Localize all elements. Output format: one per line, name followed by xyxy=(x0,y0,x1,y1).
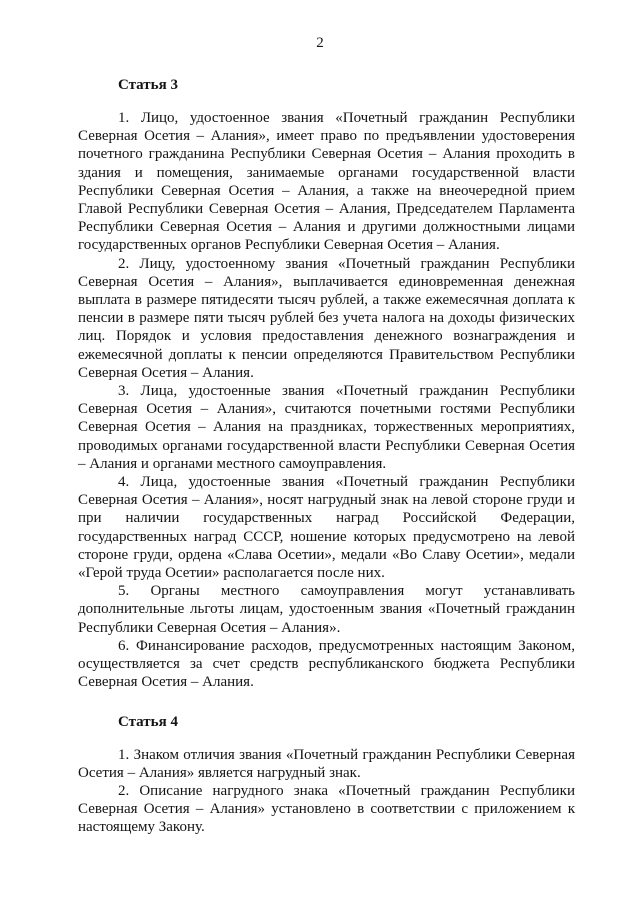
article-4-paragraph-1: 1. Знаком отличия звания «Почетный гражданин Республики Северная Осетия – Алания» является нагрудный знак. xyxy=(78,746,575,781)
page-number: 2 xyxy=(316,35,324,51)
article-3-paragraph-3: 3. Лица, удостоенные звания «Почетный гражданин Республики Северная Осетия – Алания», считаются почетными гостями Республики Северная Осетия – Алания на праздниках, торжественных мероприятиях, проводимых органами государственной власти Республики Северная Осетия – Алания и органами местного самоуправления. xyxy=(78,383,575,472)
document-body xyxy=(78,75,575,837)
article-3-paragraph-1: 1. Лицо, удостоенное звания «Почетный гражданин Республики Северная Осетия – Алания», имеет право по предъявлении удостоверения почетного гражданина Республики Северная Осетия – Алания проходить в здания и помещения, занимаемые органами государственной власти Республики Северная Осетия – Алания, а также на внеочередной прием Главой Республики Северная Осетия – Алания, Председателем Парламента Республики Северная Осетия – Алания и другими должностными лицами государственных органов Республики Северная Осетия – Алания. xyxy=(78,110,575,254)
article-3-paragraph-5: 5. Органы местного самоуправления могут устанавливать дополнительные льготы лицам, удостоенным звания «Почетный гражданин Республики Северная Осетия – Алания». xyxy=(78,583,575,636)
article-4 xyxy=(78,712,575,837)
article-3 xyxy=(78,75,575,692)
article-4-paragraph-2: 2. Описание нагрудного знака «Почетный гражданин Республики Северная Осетия – Алания» установлено в соответствии с приложением к настоящему Закону. xyxy=(78,782,575,836)
article-3-paragraph-2: 2. Лицу, удостоенному звания «Почетный гражданин Республики Северная Осетия – Алания», выплачивается единовременная денежная выплата в размере пятидесяти тысяч рублей, а также ежемесячная доплата к пенсии в размере пяти тысяч рублей без учета налога на доходы физических лиц. Порядок и условия предоставления денежного вознаграждения и ежемесячной доплаты к пенсии определяются Правительством Республики Северная Осетия – Алания. xyxy=(78,255,575,381)
article-3-heading: Статья 3 xyxy=(118,77,178,93)
article-3-paragraph-6: 6. Финансирование расходов, предусмотренных настоящим Законом, осуществляется за счет средств республиканского бюджета Республики Северная Осетия – Алания. xyxy=(78,637,575,691)
article-3-paragraph-4: 4. Лица, удостоенные звания «Почетный гражданин Республики Северная Осетия – Алания», носят нагрудный знак на левой стороне груди и при наличии государственных наград Российской Федерации, государственных наград СССР, ношение которых предусмотрено на левой стороне груди, ордена «Слава Осетии», медали «Во Славу Осетии», медали «Герой труда Осетии» располагается после них. xyxy=(78,474,575,582)
article-4-heading: Статья 4 xyxy=(118,713,178,730)
